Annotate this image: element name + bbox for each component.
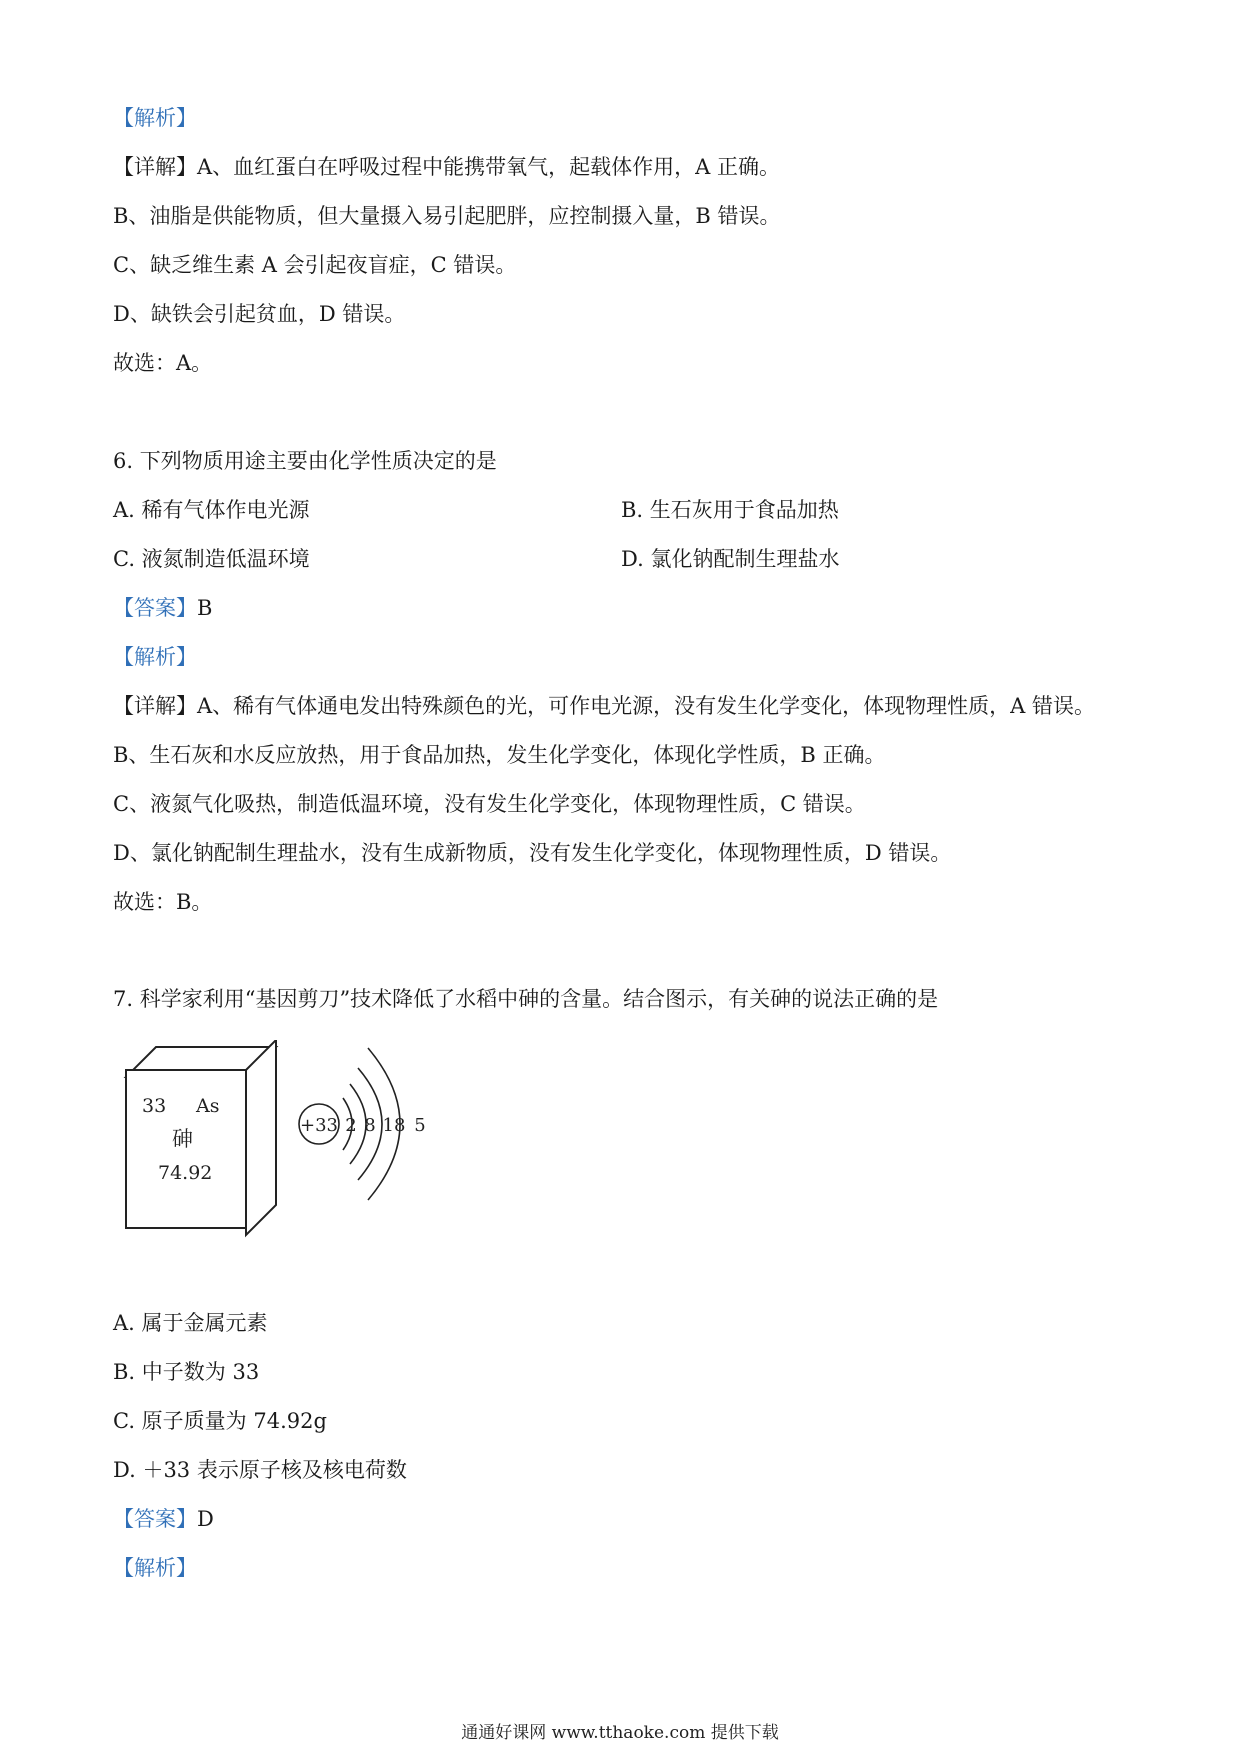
analysis-heading: 【解析】 (113, 106, 197, 130)
q7-option-c: C. 原子质量为 74.92g (113, 1409, 327, 1433)
q7-option-b: B. 中子数为 33 (113, 1360, 260, 1384)
answer-value: D (197, 1507, 214, 1531)
q6-detail-line-c: C、液氮气化吸热，制造低温环境，没有发生化学变化，体现物理性质，C 错误。 (113, 792, 866, 816)
q7-answer (113, 1504, 214, 1534)
q6-detail-line-d: D、氯化钠配制生理盐水，没有生成新物质，没有发生化学变化，体现物理性质，D 错误。 (113, 841, 952, 865)
answer-value: B (197, 596, 213, 620)
detail-line-d: D、缺铁会引起贫血，D 错误。 (113, 302, 406, 326)
nucleus-charge: +33 (300, 1115, 338, 1136)
question-7-stem: 7. 科学家利用“基因剪刀”技术降低了水稻中砷的含量。结合图示，有关砷的说法正确的是 (113, 987, 939, 1011)
arsenic-figure (118, 1040, 438, 1240)
q7-analysis-heading: 【解析】 (113, 1556, 197, 1580)
conclusion: 故选：A。 (113, 351, 213, 375)
q6-detail-line-a (113, 691, 1095, 721)
q6-detail-line-b: B、生石灰和水反应放热，用于食品加热，发生化学变化，体现化学性质，B 正确。 (113, 743, 886, 767)
q6-answer (113, 593, 212, 623)
element-symbol: As (196, 1095, 220, 1117)
question-6-stem: 6. 下列物质用途主要由化学性质决定的是 (113, 449, 497, 473)
detail-tag: 【详解】 (113, 694, 197, 718)
detail-tag: 【详解】 (113, 155, 197, 179)
shell-count-1: 2 (345, 1115, 357, 1136)
page-footer: 通通好课网 www.tthaoke.com 提供下载 (461, 1723, 779, 1743)
q6-option-a: A. 稀有气体作电光源 (113, 498, 310, 522)
q6-option-d: D. 氯化钠配制生理盐水 (621, 547, 840, 571)
atomic-number: 33 (142, 1095, 167, 1117)
detail-line-c: C、缺乏维生素 A 会引起夜盲症，C 错误。 (113, 253, 517, 277)
arsenic-diagram (118, 1040, 438, 1240)
q7-option-d: D. ＋33 表示原子核及核电荷数 (113, 1458, 407, 1482)
detail-line-b: B、油脂是供能物质，但大量摄入易引起肥胖，应控制摄入量，B 错误。 (113, 204, 781, 228)
q6-analysis-heading: 【解析】 (113, 645, 197, 669)
answer-tag: 【答案】 (113, 1507, 197, 1531)
element-cell (126, 1040, 276, 1235)
q6-option-b: B. 生石灰用于食品加热 (621, 498, 839, 522)
shell-count-3: 18 (382, 1115, 406, 1136)
element-name: 砷 (172, 1127, 193, 1151)
shell-count-4: 5 (414, 1115, 426, 1136)
detail-text: A、稀有气体通电发出特殊颜色的光，可作电光源，没有发生化学变化，体现物理性质，A 错误。 (197, 694, 1096, 718)
shell-count-2: 8 (364, 1115, 376, 1136)
answer-tag: 【答案】 (113, 596, 197, 620)
detail-line-a (113, 152, 780, 182)
q6-conclusion: 故选：B。 (113, 890, 213, 914)
atomic-mass: 74.92 (158, 1162, 213, 1184)
atom-structure (299, 1048, 426, 1200)
detail-text: A、血红蛋白在呼吸过程中能携带氧气，起载体作用，A 正确。 (197, 155, 781, 179)
q6-option-c: C. 液氮制造低温环境 (113, 547, 310, 571)
q7-option-a: A. 属于金属元素 (113, 1311, 268, 1335)
